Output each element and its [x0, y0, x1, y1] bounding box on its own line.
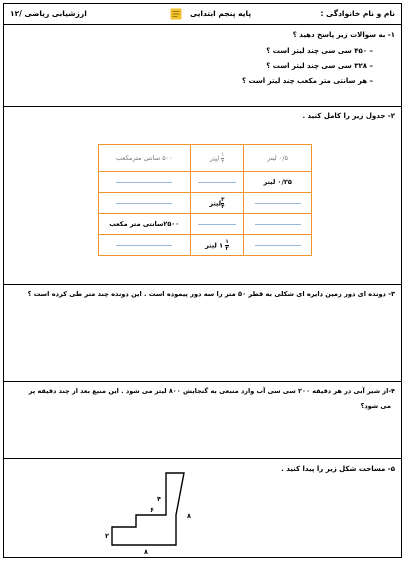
table-cell: ۲۵۰۰سانتی متر مکعب [99, 214, 191, 235]
blank-cell[interactable] [244, 235, 312, 256]
blank-cell[interactable] [99, 193, 191, 214]
question-1-item [266, 47, 373, 55]
question-4 [4, 382, 401, 459]
question-4-line-1: ۴-از شیر آبی در هر دقیقه ۲۰۰ سی سی آب وارد منبعی به گنجایش ۸۰۰ لیتر می شود . این منبع بعد از چند دقیقه پر [28, 387, 395, 395]
table-header-row [99, 145, 312, 172]
table-row [99, 172, 312, 193]
worksheet [3, 3, 402, 558]
unit-label: لیتر [209, 154, 220, 162]
blank-cell[interactable] [190, 214, 244, 235]
blank-cell[interactable] [190, 172, 244, 193]
dimension-label: ۸ [187, 512, 191, 520]
question-1 [4, 25, 401, 107]
blank-cell[interactable] [99, 172, 191, 193]
worksheet-header [4, 4, 401, 25]
table-cell [190, 193, 244, 214]
dimension-label: ۴ [157, 495, 161, 503]
item-text: ۳۲۸ سی سی چند لیتر است ؟ [266, 62, 368, 70]
question-3 [4, 285, 401, 382]
question-4-line-2: می شود؟ [360, 402, 391, 410]
column-header: ۵۰۰ سانتی مترمکعب [99, 145, 191, 172]
table-cell: ۰/۲۵ لیتر [244, 172, 312, 193]
blank-cell[interactable] [99, 235, 191, 256]
test-title: ارزشیابی ریاضی /۱۲ [10, 9, 87, 18]
fraction: $\frac{۱}{۲}$ [221, 151, 225, 165]
question-2-prompt: ۲- جدول زیر را کامل کنید . [302, 112, 395, 120]
composite-shape-figure [104, 469, 194, 549]
table-row [99, 193, 312, 214]
sticky-note-icon [170, 8, 182, 20]
blank-cell[interactable] [244, 193, 312, 214]
blank-cell[interactable] [244, 214, 312, 235]
table-row [99, 235, 312, 256]
conversion-table [98, 144, 312, 256]
bullet: – [369, 62, 373, 70]
question-3-prompt: ۳- دونده ای دور زمین دایره ای شکلی به قطر ۵۰ متر را سه دور پیموده است . این دونده چند متر طی کرده است ؟ [27, 290, 395, 298]
dimension-label: ۸ [144, 548, 148, 556]
dimension-label: ۶ [150, 506, 154, 514]
dimension-label: ۲ [105, 532, 109, 540]
question-1-item [242, 77, 373, 85]
question-2 [4, 107, 401, 285]
table-row [99, 214, 312, 235]
fraction: $\frac{۳}{۴}$ [221, 196, 225, 210]
item-text: ۴۵۰ سی سی چند لیتر است ؟ [266, 47, 368, 55]
question-5-prompt: ۵- مساحت شکل زیر را پیدا کنید . [281, 465, 395, 473]
bullet: – [369, 47, 373, 55]
fraction: $\frac{۱}{۲}$ [225, 238, 229, 252]
unit-label: لیتر [209, 199, 222, 207]
unit-label: لیتر [205, 241, 217, 249]
grade-label: پایه پنجم ابتدایی [190, 9, 252, 18]
student-name-label: نام و نام خانوادگی : [320, 9, 395, 18]
table-cell [190, 235, 244, 256]
bullet: – [369, 77, 373, 85]
question-1-item [266, 62, 373, 70]
column-header: ۰/۵ لیتر [244, 145, 312, 172]
item-text: هر سانتی متر مکعب چند لیتر است ؟ [242, 77, 368, 85]
column-header [190, 145, 244, 172]
question-5 [4, 459, 401, 559]
question-1-prompt: ۱- به سوالات زیر پاسخ دهید ؟ [292, 31, 395, 39]
whole-number: ۱ [219, 241, 224, 249]
